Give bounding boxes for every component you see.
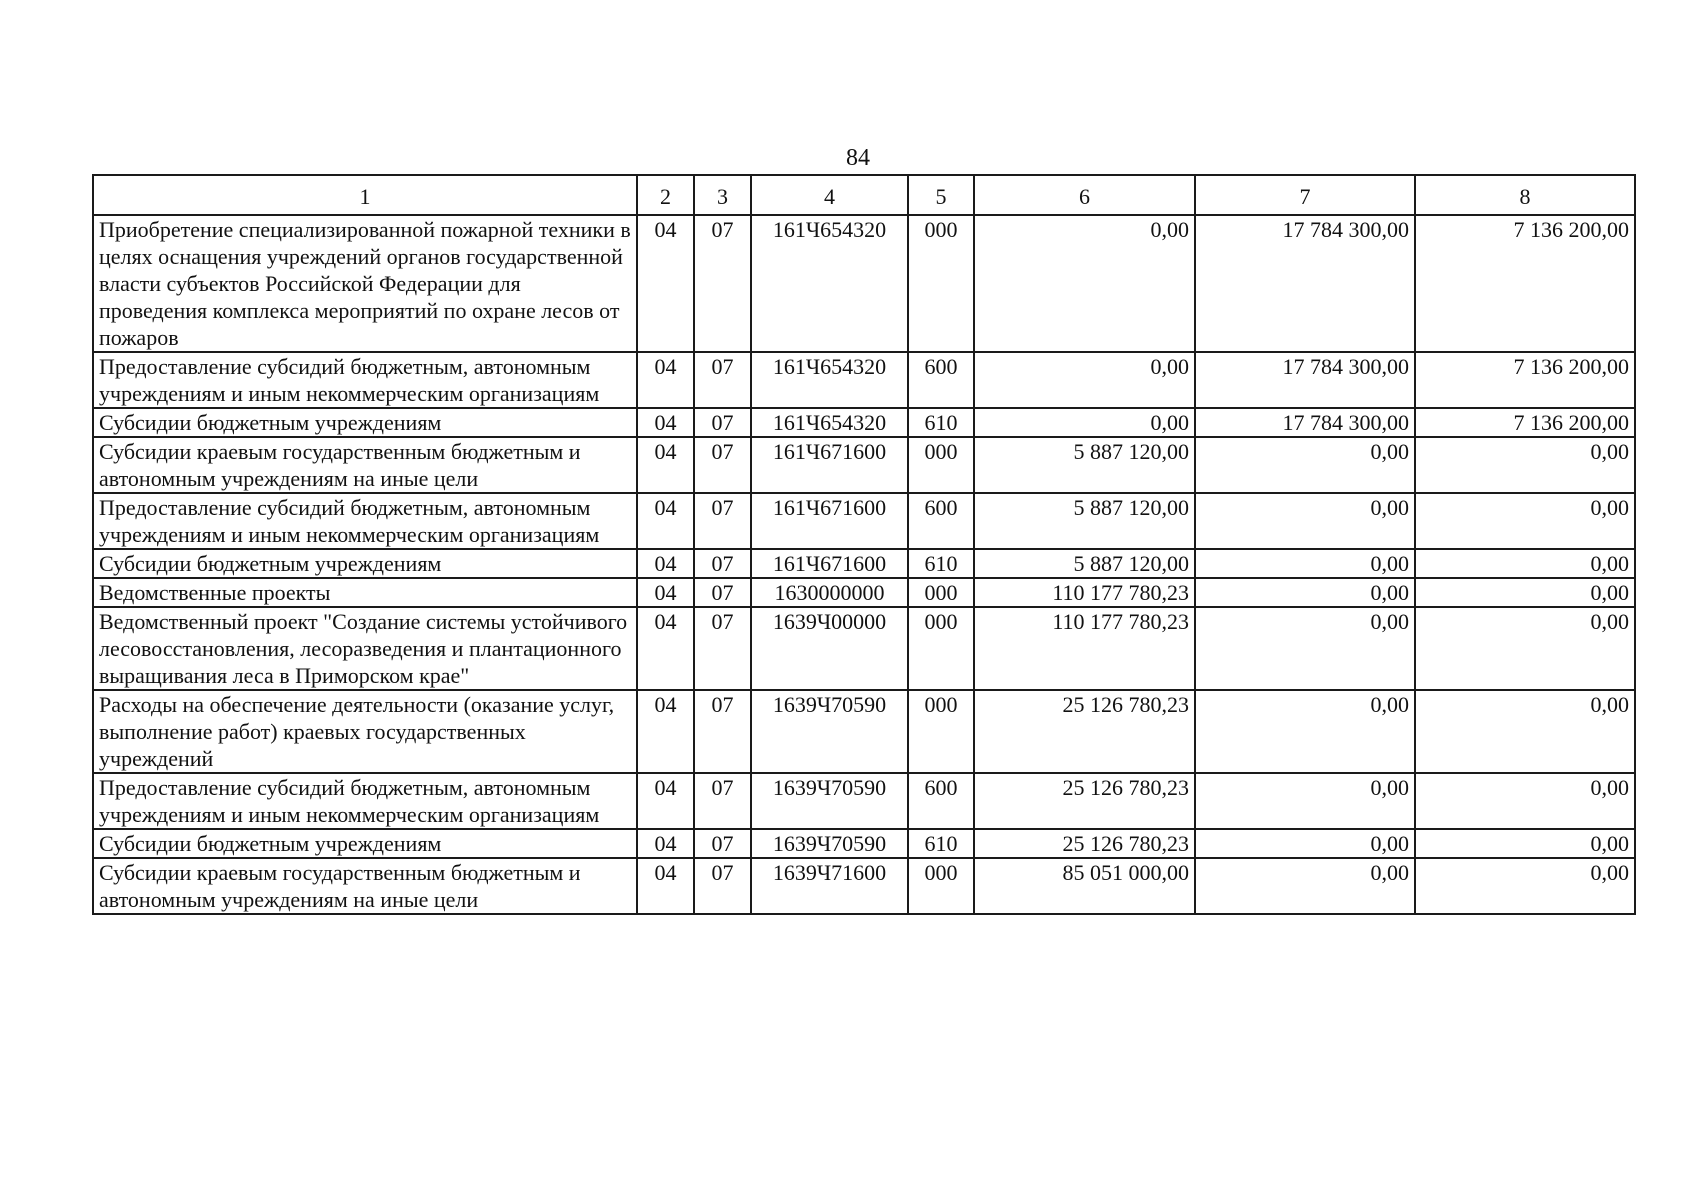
section-code: 04	[637, 858, 694, 914]
item-name: Предоставление субсидий бюджетным, автономным учреждениям и иным некоммерческим организациям	[93, 493, 637, 549]
column-header: 3	[694, 175, 751, 215]
item-name: Субсидии краевым государственным бюджетным и автономным учреждениям на иные цели	[93, 437, 637, 493]
target-article-code: 161Ч654320	[751, 215, 908, 352]
column-header: 6	[974, 175, 1195, 215]
column-header: 5	[908, 175, 974, 215]
column-header: 7	[1195, 175, 1415, 215]
subsection-code: 07	[694, 437, 751, 493]
subsection-code: 07	[694, 549, 751, 578]
target-article-code: 161Ч671600	[751, 437, 908, 493]
expense-type-code: 600	[908, 773, 974, 829]
amount-col-8: 7 136 200,00	[1415, 352, 1635, 408]
target-article-code: 1639Ч70590	[751, 690, 908, 773]
subsection-code: 07	[694, 858, 751, 914]
expense-type-code: 000	[908, 607, 974, 690]
section-code: 04	[637, 607, 694, 690]
expense-type-code: 610	[908, 408, 974, 437]
amount-col-8: 0,00	[1415, 578, 1635, 607]
subsection-code: 07	[694, 215, 751, 352]
expense-type-code: 000	[908, 858, 974, 914]
item-name: Субсидии бюджетным учреждениям	[93, 829, 637, 858]
amount-col-6: 25 126 780,23	[974, 773, 1195, 829]
amount-col-8: 0,00	[1415, 690, 1635, 773]
column-header: 4	[751, 175, 908, 215]
page-number: 84	[846, 145, 870, 171]
item-name: Предоставление субсидий бюджетным, автономным учреждениям и иным некоммерческим организациям	[93, 773, 637, 829]
section-code: 04	[637, 773, 694, 829]
expense-type-code: 000	[908, 215, 974, 352]
section-code: 04	[637, 352, 694, 408]
amount-col-6: 110 177 780,23	[974, 607, 1195, 690]
amount-col-7: 0,00	[1195, 578, 1415, 607]
amount-col-6: 85 051 000,00	[974, 858, 1195, 914]
item-name: Ведомственные проекты	[93, 578, 637, 607]
subsection-code: 07	[694, 773, 751, 829]
amount-col-7: 0,00	[1195, 858, 1415, 914]
amount-col-6: 0,00	[974, 408, 1195, 437]
amount-col-7: 17 784 300,00	[1195, 352, 1415, 408]
target-article-code: 1639Ч71600	[751, 858, 908, 914]
table-row	[93, 549, 1635, 578]
expense-type-code: 000	[908, 578, 974, 607]
amount-col-7: 17 784 300,00	[1195, 215, 1415, 352]
amount-col-6: 110 177 780,23	[974, 578, 1195, 607]
table-row	[93, 690, 1635, 773]
subsection-code: 07	[694, 352, 751, 408]
header-row	[93, 175, 1635, 215]
table-row	[93, 352, 1635, 408]
subsection-code: 07	[694, 607, 751, 690]
target-article-code: 1639Ч70590	[751, 829, 908, 858]
target-article-code: 1639Ч00000	[751, 607, 908, 690]
item-name: Субсидии бюджетным учреждениям	[93, 408, 637, 437]
amount-col-6: 5 887 120,00	[974, 493, 1195, 549]
target-article-code: 1630000000	[751, 578, 908, 607]
amount-col-7: 0,00	[1195, 493, 1415, 549]
expense-type-code: 610	[908, 829, 974, 858]
item-name: Ведомственный проект "Создание системы устойчивого лесовосстановления, лесоразведения и плантационного выращивания леса в Приморском крае"	[93, 607, 637, 690]
table-header	[93, 175, 1635, 215]
item-name: Предоставление субсидий бюджетным, автономным учреждениям и иным некоммерческим организациям	[93, 352, 637, 408]
expense-type-code: 600	[908, 493, 974, 549]
amount-col-8: 0,00	[1415, 549, 1635, 578]
amount-col-8: 0,00	[1415, 437, 1635, 493]
expense-type-code: 000	[908, 690, 974, 773]
amount-col-6: 0,00	[974, 352, 1195, 408]
section-code: 04	[637, 215, 694, 352]
amount-col-7: 0,00	[1195, 829, 1415, 858]
amount-col-8: 0,00	[1415, 493, 1635, 549]
amount-col-8: 0,00	[1415, 773, 1635, 829]
section-code: 04	[637, 408, 694, 437]
target-article-code: 161Ч654320	[751, 408, 908, 437]
budget-table	[92, 174, 1636, 915]
expense-type-code: 600	[908, 352, 974, 408]
table-row	[93, 215, 1635, 352]
section-code: 04	[637, 829, 694, 858]
amount-col-6: 25 126 780,23	[974, 690, 1195, 773]
section-code: 04	[637, 690, 694, 773]
target-article-code: 1639Ч70590	[751, 773, 908, 829]
item-name: Приобретение специализированной пожарной техники в целях оснащения учреждений органов государственной власти субъектов Российской Федерации для проведения комплекса мероприятий по охране лесов от пожаров	[93, 215, 637, 352]
table-row	[93, 607, 1635, 690]
amount-col-6: 0,00	[974, 215, 1195, 352]
subsection-code: 07	[694, 408, 751, 437]
target-article-code: 161Ч671600	[751, 493, 908, 549]
expense-type-code: 610	[908, 549, 974, 578]
item-name: Расходы на обеспечение деятельности (оказание услуг, выполнение работ) краевых государственных учреждений	[93, 690, 637, 773]
item-name: Субсидии краевым государственным бюджетным и автономным учреждениям на иные цели	[93, 858, 637, 914]
amount-col-7: 0,00	[1195, 607, 1415, 690]
amount-col-7: 0,00	[1195, 437, 1415, 493]
table-row	[93, 858, 1635, 914]
expense-type-code: 000	[908, 437, 974, 493]
table-row	[93, 829, 1635, 858]
amount-col-6: 25 126 780,23	[974, 829, 1195, 858]
amount-col-8: 7 136 200,00	[1415, 215, 1635, 352]
amount-col-8: 0,00	[1415, 607, 1635, 690]
amount-col-7: 0,00	[1195, 773, 1415, 829]
target-article-code: 161Ч671600	[751, 549, 908, 578]
subsection-code: 07	[694, 829, 751, 858]
table-row	[93, 493, 1635, 549]
amount-col-8: 7 136 200,00	[1415, 408, 1635, 437]
amount-col-6: 5 887 120,00	[974, 549, 1195, 578]
section-code: 04	[637, 437, 694, 493]
section-code: 04	[637, 549, 694, 578]
item-name: Субсидии бюджетным учреждениям	[93, 549, 637, 578]
subsection-code: 07	[694, 493, 751, 549]
table-row	[93, 437, 1635, 493]
column-header: 2	[637, 175, 694, 215]
target-article-code: 161Ч654320	[751, 352, 908, 408]
table-body	[93, 215, 1635, 914]
section-code: 04	[637, 578, 694, 607]
subsection-code: 07	[694, 578, 751, 607]
table-row	[93, 773, 1635, 829]
column-header: 8	[1415, 175, 1635, 215]
amount-col-7: 17 784 300,00	[1195, 408, 1415, 437]
subsection-code: 07	[694, 690, 751, 773]
amount-col-8: 0,00	[1415, 858, 1635, 914]
section-code: 04	[637, 493, 694, 549]
amount-col-6: 5 887 120,00	[974, 437, 1195, 493]
table-row	[93, 578, 1635, 607]
amount-col-7: 0,00	[1195, 690, 1415, 773]
column-header: 1	[93, 175, 637, 215]
amount-col-8: 0,00	[1415, 829, 1635, 858]
amount-col-7: 0,00	[1195, 549, 1415, 578]
table-row	[93, 408, 1635, 437]
